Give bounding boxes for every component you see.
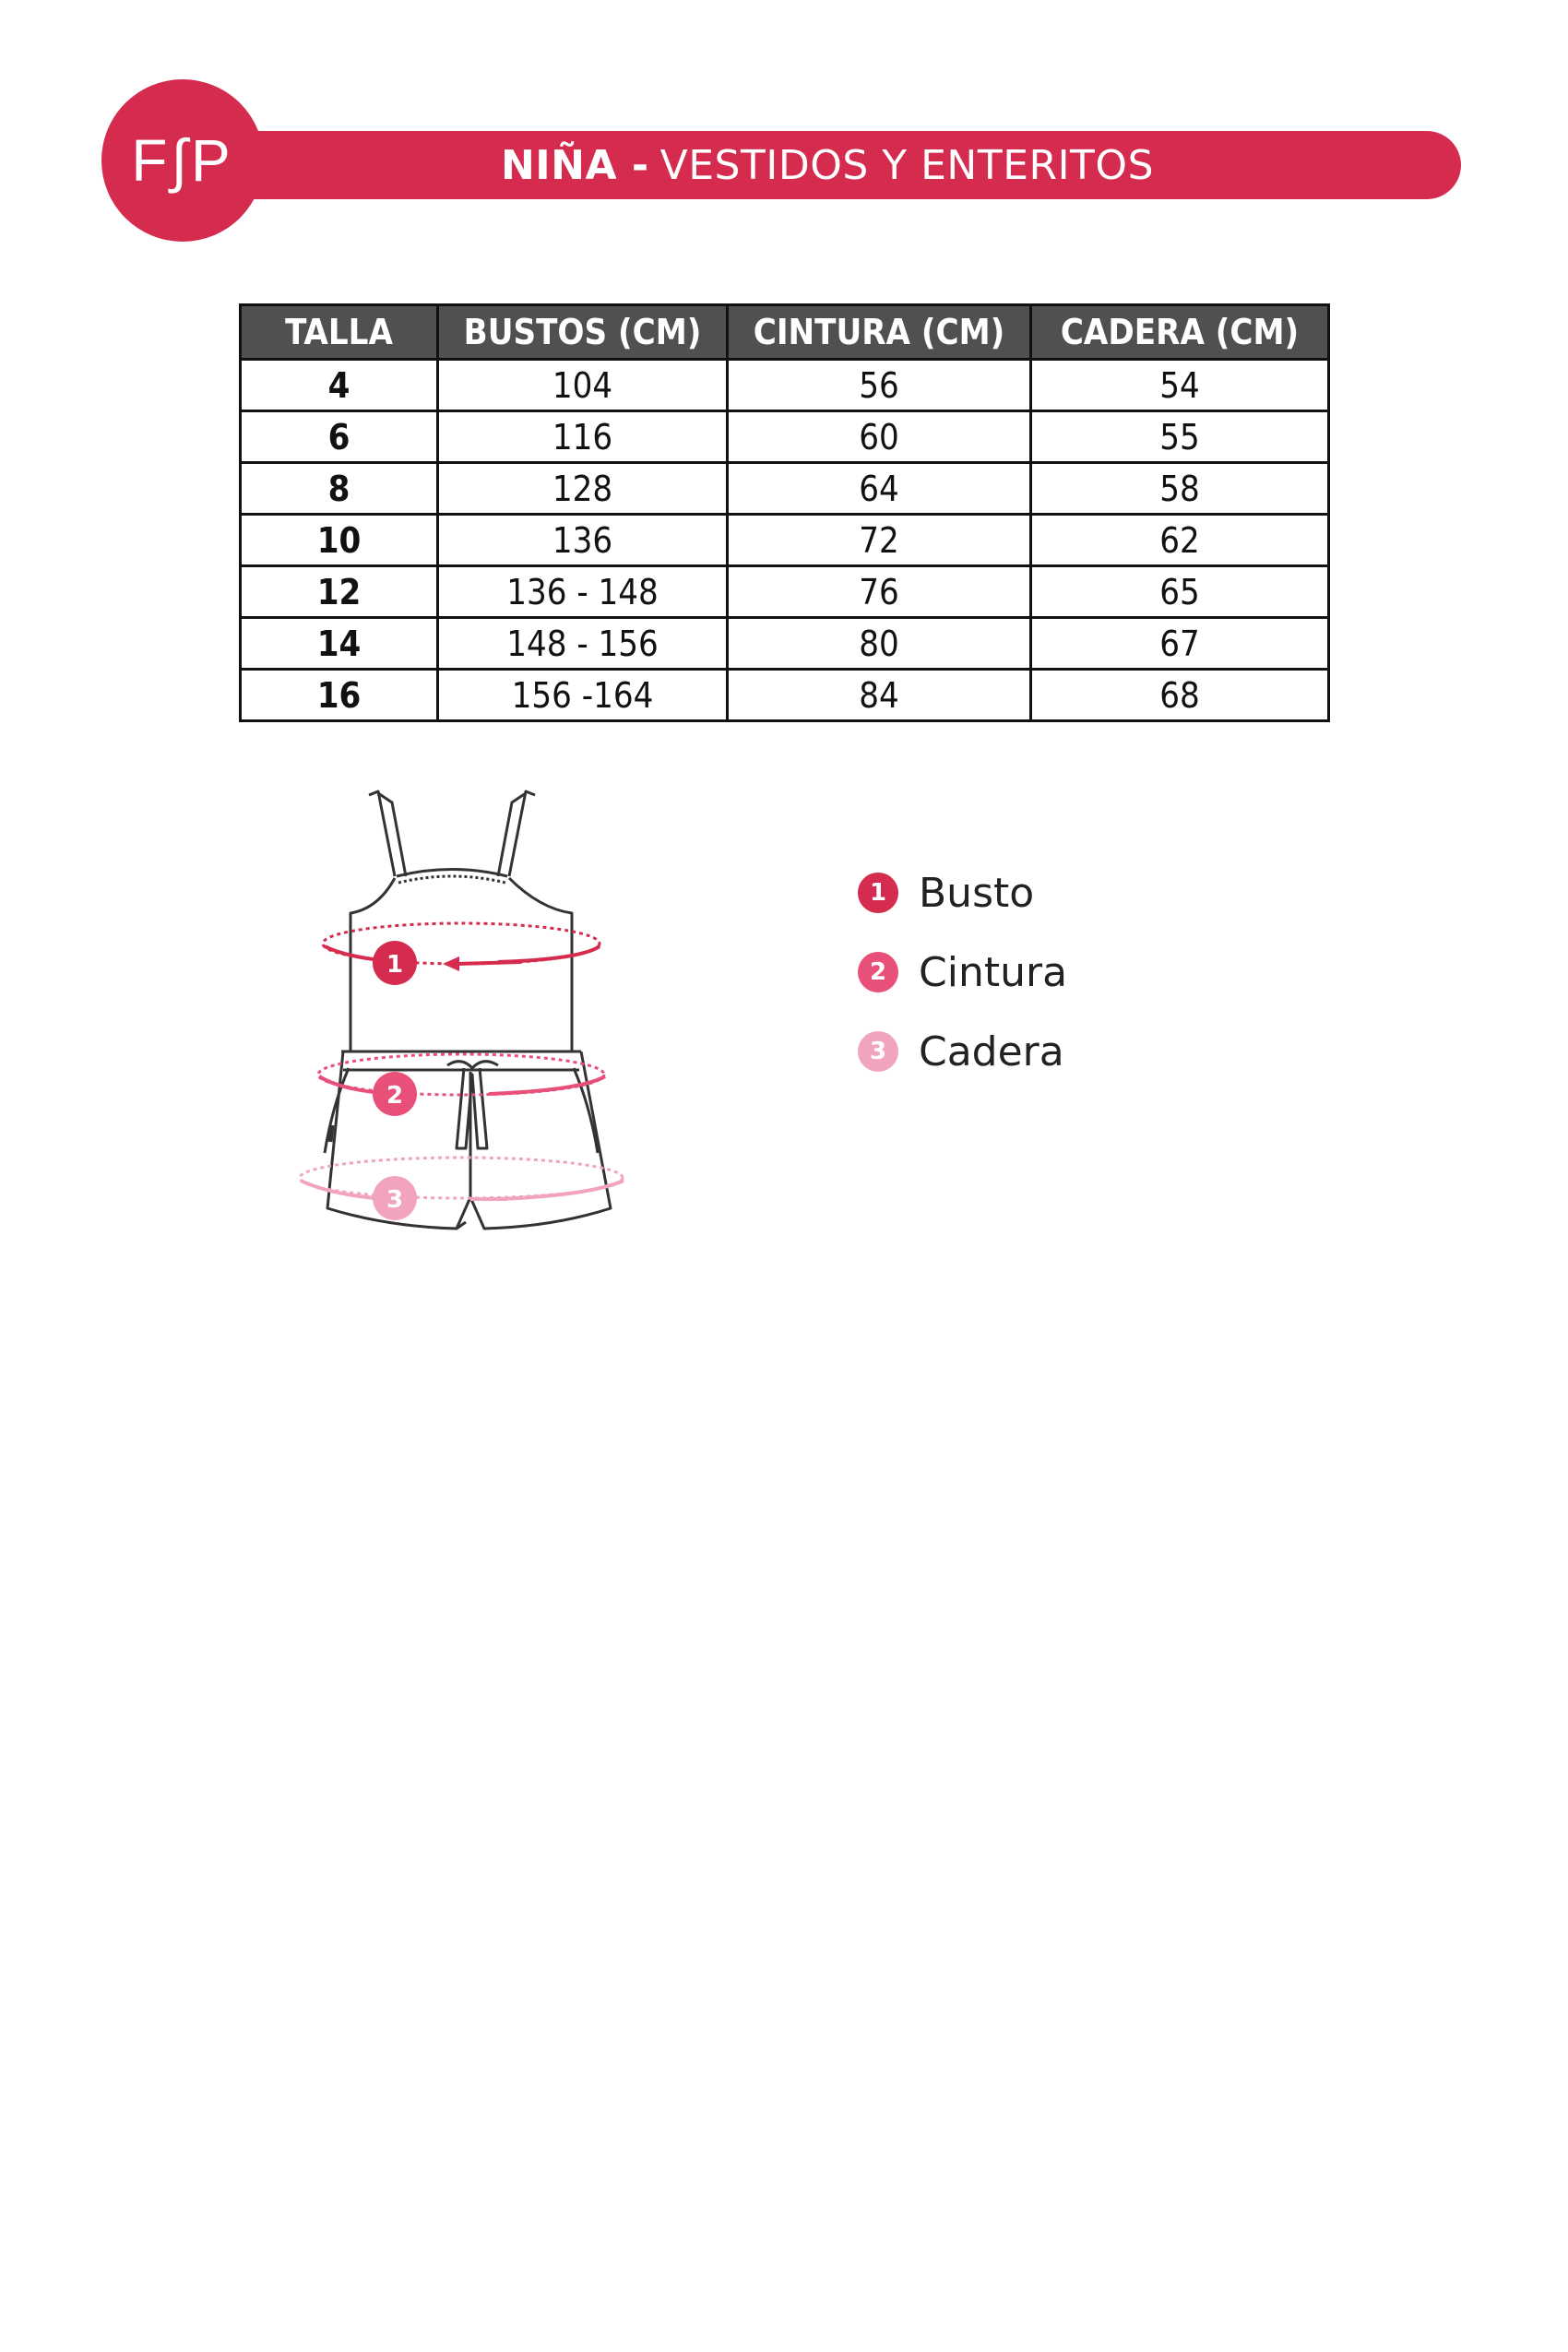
size-table [239,303,1330,722]
header-title-bold: NIÑA - [500,141,649,189]
cell-cintura: 76 [728,566,1031,618]
cell-busto: 148 - 156 [438,618,728,670]
legend-number-1: 1 [858,873,898,913]
brand-logo [101,79,264,242]
marker-1 [373,941,417,985]
header-bar [194,131,1461,199]
header-title-light: VESTIDOS Y ENTERITOS [659,141,1154,189]
column-header-cadera: CADERA (CM) [1031,305,1329,360]
cell-cadera: 68 [1031,670,1329,721]
legend-item-cadera [858,1012,1067,1091]
measurement-legend [858,853,1067,1091]
cell-talla: 6 [241,411,438,463]
cell-cadera: 55 [1031,411,1329,463]
cell-busto: 116 [438,411,728,463]
cell-talla: 8 [241,463,438,515]
cell-cintura: 56 [728,360,1031,411]
legend-label: Busto [919,869,1035,917]
column-header-bustos: BUSTOS (CM) [438,305,728,360]
brand-logo-text: F∫P [131,127,234,194]
cell-talla: 10 [241,515,438,566]
cell-talla: 12 [241,566,438,618]
legend-number-3: 3 [858,1031,898,1072]
table-row [241,618,1329,670]
svg-text:3: 3 [386,1186,404,1214]
legend-item-cintura [858,932,1067,1012]
table-row [241,463,1329,515]
marker-3 [373,1176,417,1220]
legend-item-busto [858,853,1067,932]
svg-text:2: 2 [386,1082,404,1110]
cell-busto: 156 -164 [438,670,728,721]
marker-2 [373,1072,417,1116]
romper-garment-icon [277,775,664,1301]
table-row [241,360,1329,411]
cell-busto: 128 [438,463,728,515]
cell-cadera: 58 [1031,463,1329,515]
cell-cintura: 60 [728,411,1031,463]
cell-cintura: 84 [728,670,1031,721]
cell-cadera: 62 [1031,515,1329,566]
cell-busto: 136 [438,515,728,566]
cell-cadera: 65 [1031,566,1329,618]
column-header-cintura: CINTURA (CM) [728,305,1031,360]
table-header-row [241,305,1329,360]
svg-text:1: 1 [386,951,404,979]
cell-cintura: 72 [728,515,1031,566]
column-header-talla: TALLA [241,305,438,360]
cell-cadera: 54 [1031,360,1329,411]
cell-cintura: 64 [728,463,1031,515]
legend-number-2: 2 [858,952,898,992]
cell-busto: 136 - 148 [438,566,728,618]
table-row [241,566,1329,618]
cell-busto: 104 [438,360,728,411]
cell-talla: 16 [241,670,438,721]
cell-cintura: 80 [728,618,1031,670]
legend-label: Cintura [919,948,1068,996]
table-row [241,670,1329,721]
cell-talla: 4 [241,360,438,411]
cell-talla: 14 [241,618,438,670]
legend-label: Cadera [919,1028,1064,1075]
table-row [241,515,1329,566]
table-row [241,411,1329,463]
cell-cadera: 67 [1031,618,1329,670]
